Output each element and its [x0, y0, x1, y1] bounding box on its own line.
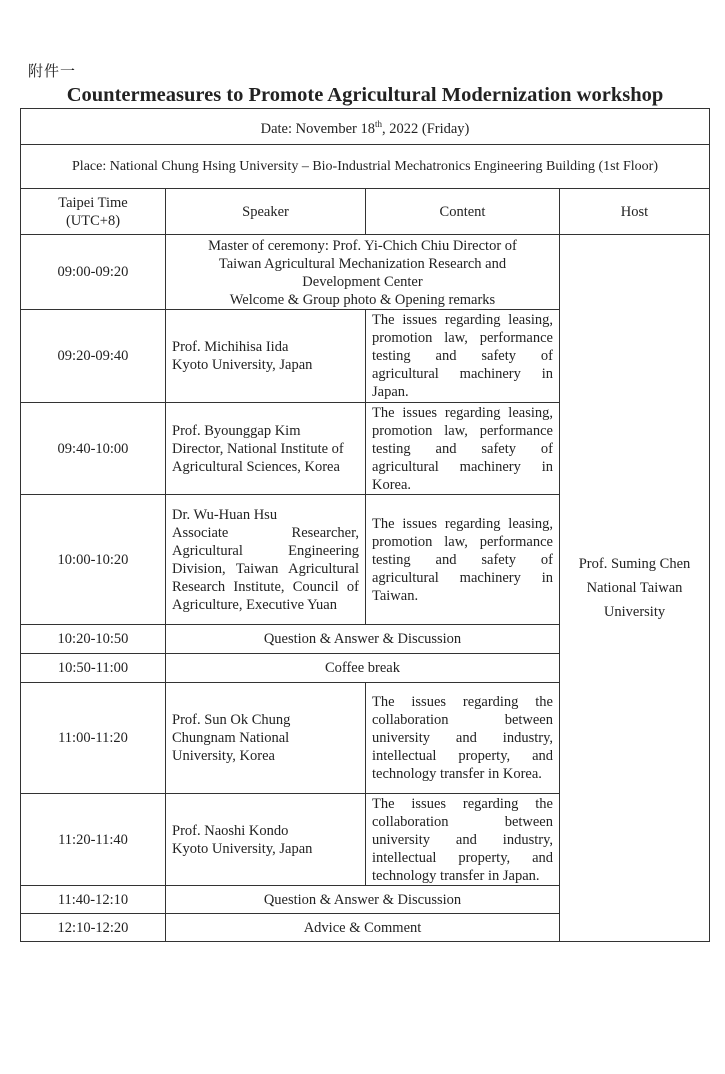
host-line: National Taiwan: [586, 580, 683, 596]
speaker-cell: [166, 310, 366, 403]
content-cell: The issues regarding leasing, promotion law, performance testing and safety of agricultural machinery in Korea.: [366, 403, 560, 495]
speaker-line: Prof. Byounggap Kim: [172, 422, 301, 439]
speaker-line: Agricultural Sciences, Korea: [172, 458, 340, 475]
time-cell: 09:00-09:20: [21, 235, 166, 310]
place-row: [21, 145, 710, 189]
speaker-affiliation: Associate Researcher, Agricultural Engineering Division, Taiwan Agricultural Research Institute, Council of Agriculture, Executive Yuan: [172, 524, 359, 613]
speaker-line: Prof. Naoshi Kondo: [172, 822, 289, 839]
session-cell: Question & Answer & Discussion: [166, 886, 560, 914]
content-cell: The issues regarding the collaboration between university and industry, intellectual property, and technology transfer in Korea.: [366, 683, 560, 794]
speaker-line: Kyoto University, Japan: [172, 840, 313, 857]
speaker-line: Dr. Wu-Huan Hsu: [172, 506, 278, 523]
header-speaker: Speaker: [166, 189, 366, 235]
date-sup: th: [374, 119, 382, 130]
ceremony-line: Master of ceremony: Prof. Yi-Chich Chiu Director of: [208, 238, 517, 254]
speaker-line: Prof. Michihisa Iida: [172, 339, 289, 355]
time-cell: 10:00-10:20: [21, 495, 166, 625]
time-cell: 11:20-11:40: [21, 794, 166, 886]
session-cell: Question & Answer & Discussion: [166, 625, 560, 654]
header-time-line2: (UTC+8): [65, 212, 121, 229]
host-cell: [560, 235, 710, 942]
host-line: Prof. Suming Chen: [578, 556, 691, 572]
place-cell: Place: National Chung Hsing University – Bio-Industrial Mechatronics Engineering Building (1st Floor): [21, 145, 710, 189]
speaker-line: University, Korea: [172, 748, 275, 764]
content-cell: The issues regarding leasing, promotion law, performance testing and safety of agricultural machinery in Taiwan.: [366, 495, 560, 625]
time-cell: 09:40-10:00: [21, 403, 166, 495]
time-cell: 10:20-10:50: [21, 625, 166, 654]
document-title: Countermeasures to Promote Agricultural Modernization workshop: [66, 84, 664, 106]
ceremony-cell: [166, 235, 560, 310]
speaker-line: Director, National Institute of: [172, 440, 344, 457]
header-row: [21, 189, 710, 235]
speaker-cell: [166, 683, 366, 794]
ceremony-line: Taiwan Agricultural Mechanization Research and: [218, 256, 507, 272]
ceremony-line: Development Center: [302, 274, 423, 290]
table-row: [21, 235, 710, 310]
time-cell: 11:00-11:20: [21, 683, 166, 794]
content-cell: The issues regarding leasing, promotion law, performance testing and safety of agricultural machinery in Japan.: [366, 310, 560, 403]
time-cell: 10:50-11:00: [21, 654, 166, 683]
speaker-line: Kyoto University, Japan: [172, 357, 313, 373]
speaker-line: Chungnam National: [172, 730, 290, 746]
date-row: [21, 109, 710, 145]
header-time: [21, 189, 166, 235]
speaker-cell: [166, 794, 366, 886]
header-content: Content: [366, 189, 560, 235]
session-cell: Advice & Comment: [166, 914, 560, 942]
speaker-cell: [166, 403, 366, 495]
time-cell: 09:20-09:40: [21, 310, 166, 403]
schedule-table: [20, 108, 710, 942]
date-prefix: Date: November 18: [260, 120, 375, 137]
annex-label: 附件一: [28, 62, 77, 80]
date-suffix: , 2022 (Friday): [382, 120, 470, 137]
time-cell: 11:40-12:10: [21, 886, 166, 914]
speaker-line: Prof. Sun Ok Chung: [172, 712, 291, 728]
time-cell: 12:10-12:20: [21, 914, 166, 942]
header-time-line1: Taipei Time: [58, 194, 128, 211]
host-line: University: [603, 604, 666, 620]
session-cell: Coffee break: [166, 654, 560, 683]
speaker-cell: [166, 495, 366, 625]
date-cell: [21, 109, 710, 145]
content-cell: The issues regarding the collaboration between university and industry, intellectual property, and technology transfer in Japan.: [366, 794, 560, 886]
header-host: Host: [560, 189, 710, 235]
ceremony-line: Welcome & Group photo & Opening remarks: [229, 292, 496, 308]
